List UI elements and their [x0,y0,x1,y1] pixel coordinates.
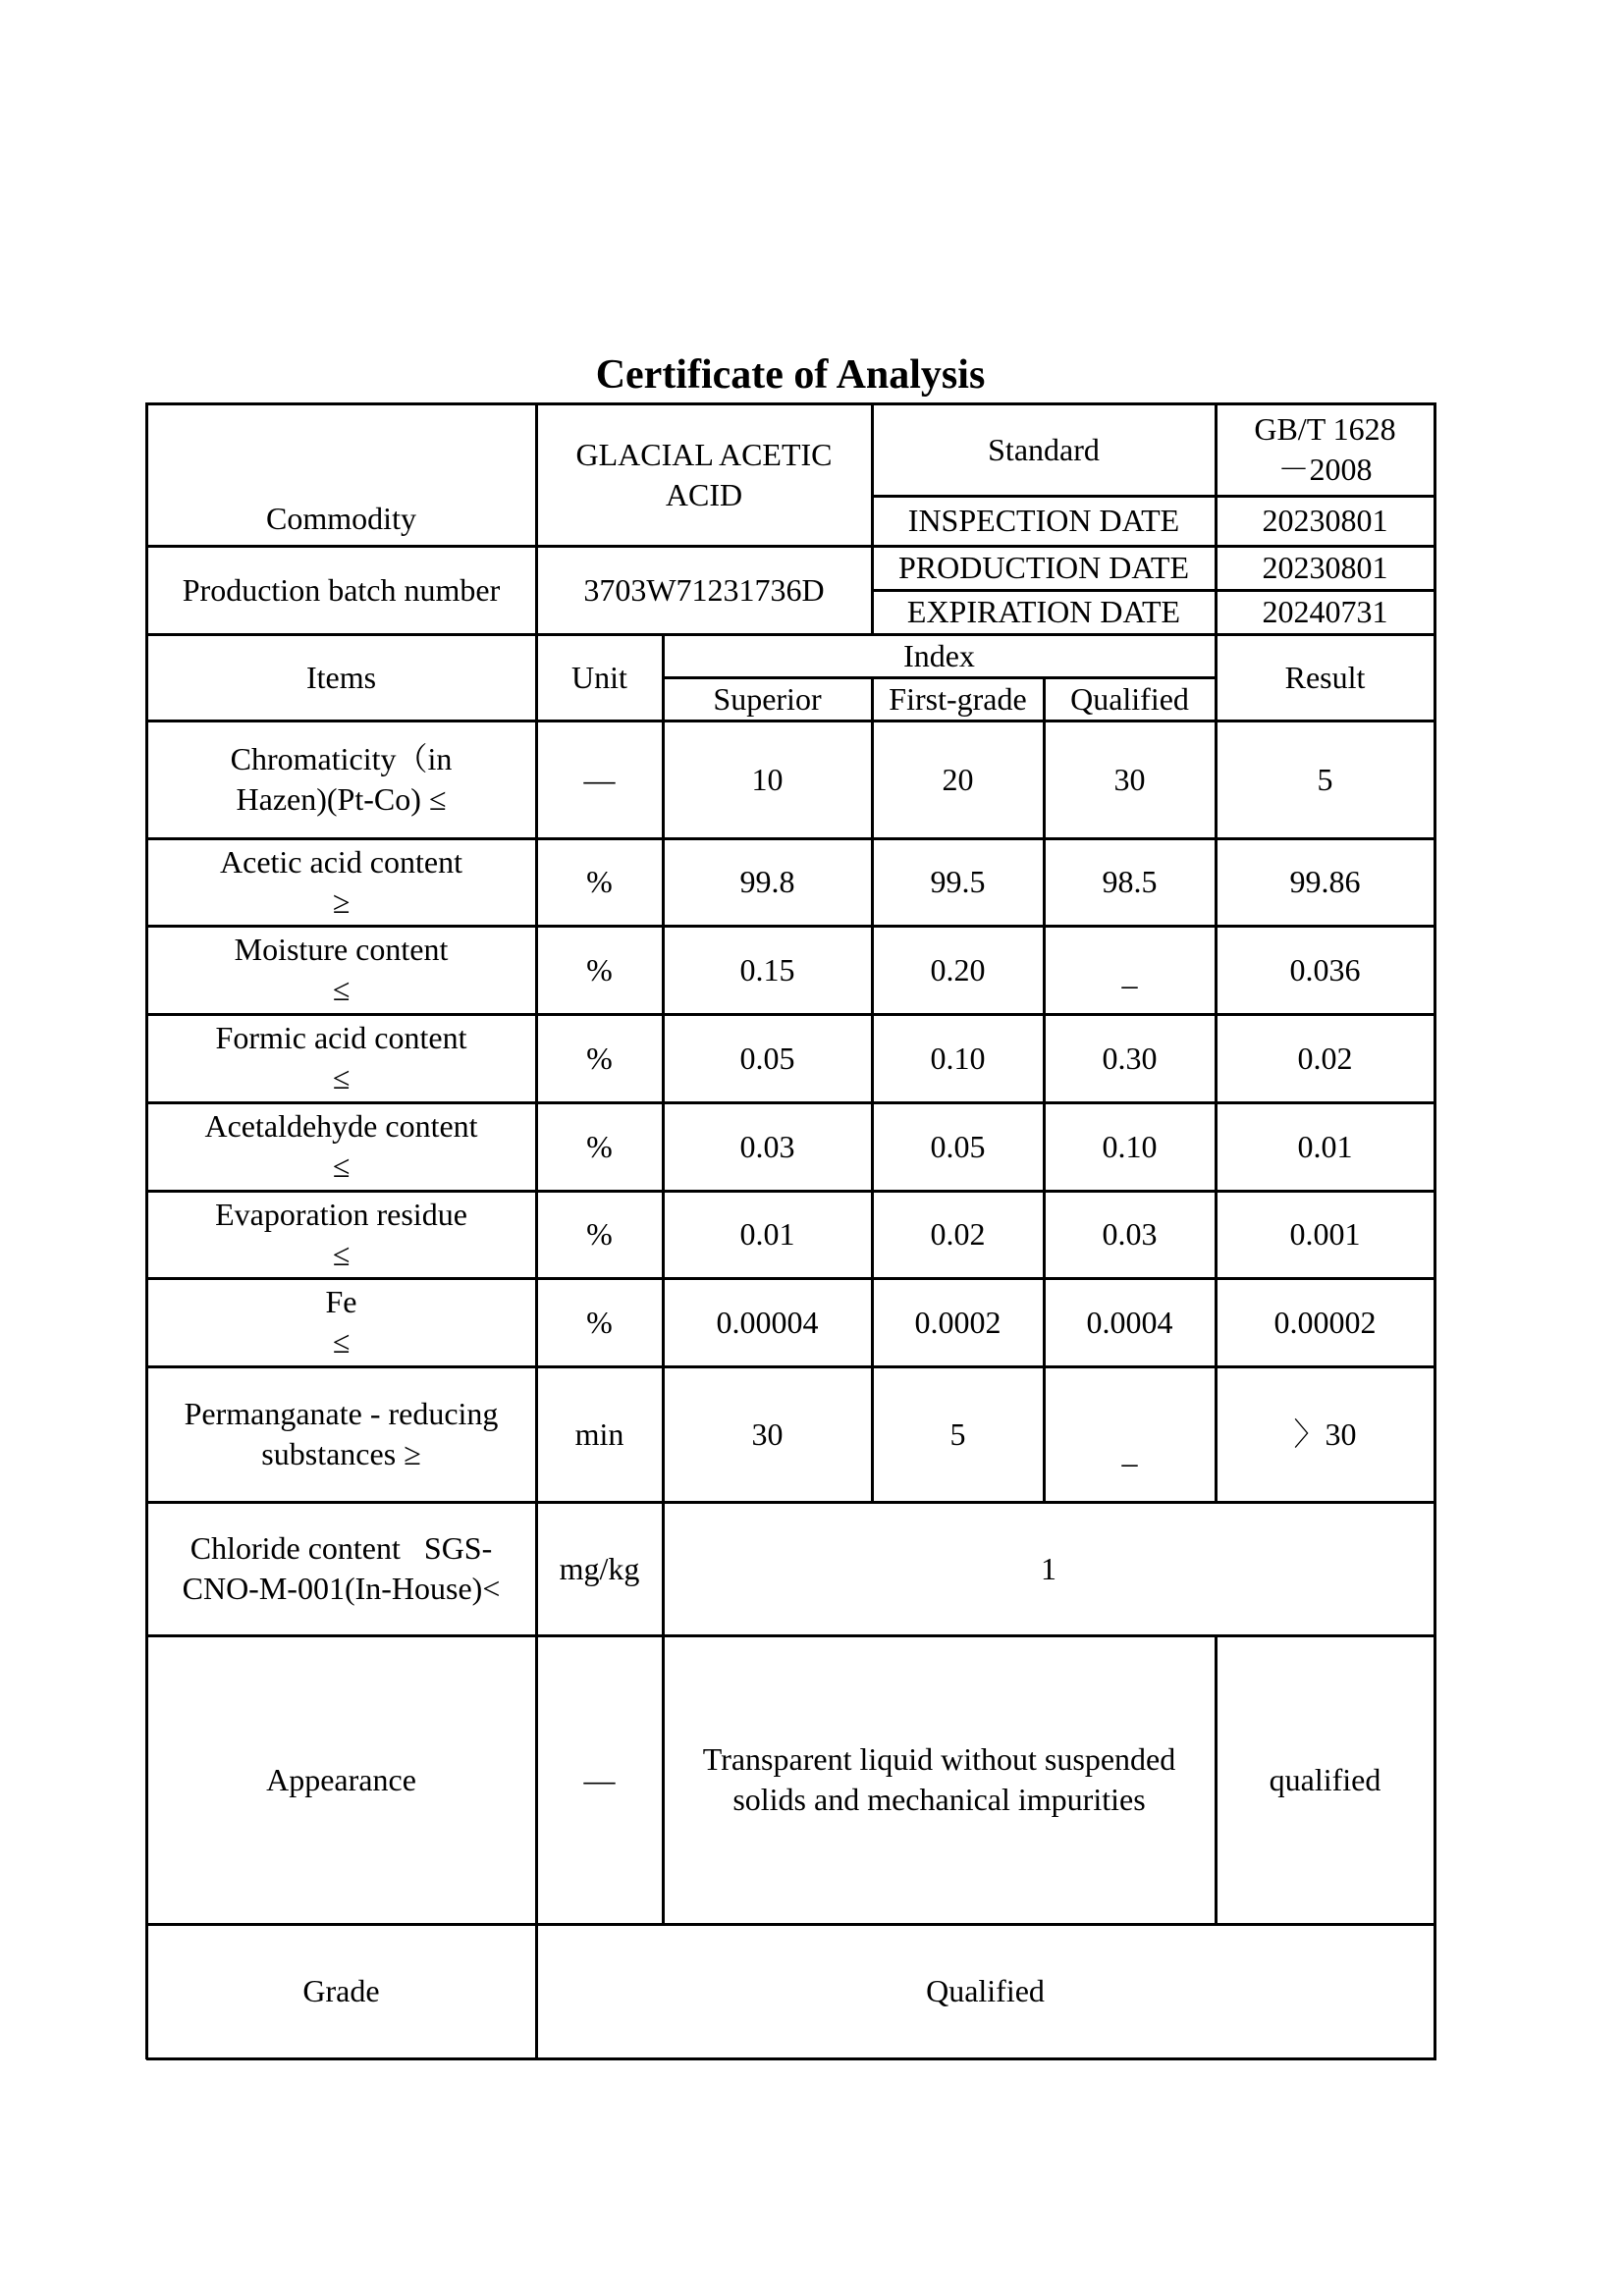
row-result: 0.01 [1297,1128,1353,1164]
row-item-comparator: ≥ [332,883,351,920]
grid-line-horizontal [663,676,1218,679]
row-item-name: Acetic acid content [220,843,462,880]
row-first-grade: 20 [942,761,974,797]
appearance-item: Appearance [266,1761,416,1797]
grid-line-vertical [1215,633,1218,1503]
row-item-comparator: ≤ [332,972,351,1007]
row-item [146,721,536,838]
commodity-value: GLACIAL ACETIC ACID [575,436,833,512]
grid-line-horizontal [146,402,1436,405]
expiration-date-label: EXPIRATION DATE [906,594,1181,629]
chloride-item-line1: Chloride content SGS- [189,1530,493,1566]
appearance-index [663,1635,1216,1924]
col-header-unit: Unit [571,659,627,695]
row-unit: % [586,1128,613,1164]
row-qualified: 0.10 [1102,1128,1158,1164]
standard-label: Standard [988,431,1100,467]
grid-line-horizontal [146,1923,1436,1926]
row-qualified: _ [1121,956,1138,991]
page-title: Certificate of Analysis [595,352,986,398]
grid-line-horizontal [146,837,1436,840]
row-result: 〉30 [1293,1415,1357,1452]
col-header-first-grade: First-grade [889,680,1027,717]
row-qualified: 98.5 [1102,864,1158,899]
row-item [146,1278,536,1366]
production-date-label: PRODUCTION DATE [898,550,1189,585]
row-unit: % [586,864,613,899]
row-superior: 0.01 [739,1216,795,1252]
row-qualified: 0.0004 [1086,1304,1173,1340]
row-unit: % [586,951,613,988]
row-result: 0.036 [1289,951,1361,988]
row-qualified: 0.03 [1102,1216,1158,1252]
grid-line-horizontal [146,1277,1436,1280]
grid-line-horizontal [146,1101,1436,1104]
row-item-comparator: ≤ [332,1324,351,1360]
row-item [146,1102,536,1191]
row-item-name: Formic acid content [215,1020,467,1055]
row-item-name: Evaporation residue [215,1196,467,1232]
row-item-comparator: substances ≥ [261,1436,421,1471]
row-result: 0.00002 [1273,1304,1377,1340]
production-date-value: 20230801 [1262,550,1388,585]
row-superior: 0.00004 [716,1304,819,1340]
grid-line-horizontal [146,1013,1436,1016]
row-item-comparator: Hazen)(Pt-Co) ≤ [236,781,447,817]
grid-line-horizontal [146,1634,1436,1637]
row-item-comparator: ≤ [332,1236,351,1272]
inspection-date-label: INSPECTION DATE [907,503,1180,538]
standard-code: GB/T 1628－2008 [1254,411,1396,487]
row-item [146,838,536,926]
row-result: 0.02 [1297,1040,1353,1076]
commodity-label: Commodity [266,501,416,536]
grid-line-vertical [871,402,874,635]
row-first-grade: 0.10 [930,1040,986,1076]
grid-line-vertical [662,633,665,1925]
row-first-grade: 0.02 [930,1216,986,1252]
row-item-name: Acetaldehyde content [204,1108,478,1144]
row-superior: 30 [751,1415,784,1452]
row-unit: min [574,1415,624,1452]
col-header-items: Items [305,659,377,695]
row-superior: 0.03 [739,1128,795,1164]
chloride-item-line2: CNO-M-001(In-House)< [182,1571,501,1606]
expiration-date-value: 20240731 [1262,594,1388,629]
row-item [146,1191,536,1278]
row-unit: % [586,1304,613,1340]
inspection-date-value: 20230801 [1262,503,1388,538]
grid-line-horizontal [146,545,1436,548]
row-qualified: 0.30 [1102,1040,1158,1076]
row-qualified: _ [1121,1434,1138,1469]
row-item-comparator: ≤ [332,1148,351,1184]
grid-line-horizontal [146,925,1436,928]
chloride-item [146,1502,536,1635]
grade-value: Qualified [926,1973,1045,2008]
grid-line-horizontal [146,1501,1436,1504]
row-superior: 10 [751,761,784,797]
row-superior: 0.15 [739,951,795,988]
appearance-unit: — [583,1761,616,1797]
row-item [146,1366,536,1502]
row-first-grade: 5 [949,1415,966,1452]
row-superior: 0.05 [739,1040,795,1076]
grid-line-horizontal [872,495,1436,498]
standard-value [1216,403,1435,496]
grid-line-vertical [1215,402,1218,635]
row-item [146,926,536,1014]
col-header-qualified: Qualified [1070,680,1189,717]
row-unit: % [586,1216,613,1252]
grid-line-horizontal [146,1190,1436,1193]
appearance-result: qualified [1269,1761,1381,1797]
appearance-index-line2: solids and mechanical impurities [732,1782,1146,1817]
grid-line-vertical [1215,1634,1218,1925]
appearance-index-line1: Transparent liquid without suspended [702,1741,1176,1777]
row-result: 99.86 [1289,864,1361,899]
grid-line-vertical [535,402,538,2059]
col-header-result: Result [1284,659,1366,695]
grid-line-horizontal [146,720,1436,722]
chloride-unit: mg/kg [559,1550,640,1586]
row-unit: % [586,1040,613,1076]
row-superior: 99.8 [739,864,795,899]
row-first-grade: 99.5 [930,864,986,899]
col-header-superior: Superior [713,680,822,717]
grid-line-horizontal [146,1365,1436,1368]
grid-line-horizontal [146,2057,1436,2060]
row-first-grade: 0.20 [930,951,986,988]
row-item-name: Fe [325,1284,357,1319]
grid-line-horizontal [872,589,1436,592]
grid-line-vertical [1434,402,1436,2059]
chloride-value: 1 [1041,1550,1056,1586]
row-item [146,1014,536,1102]
col-header-index: Index [903,637,975,673]
row-item-name: Permanganate - reducing [184,1396,499,1431]
batch-label: Production batch number [182,571,501,608]
row-item-comparator: ≤ [332,1060,351,1095]
batch-value: 3703W71231736D [583,571,825,608]
grid-line-vertical [1043,676,1046,1503]
grid-line-vertical [871,676,874,1503]
row-first-grade: 0.05 [930,1128,986,1164]
row-qualified: 30 [1113,761,1146,797]
grid-line-vertical [145,402,148,2059]
row-item-name: Moisture content [234,932,449,967]
grid-line-horizontal [146,633,1436,636]
row-result: 0.001 [1289,1216,1361,1252]
row-result: 5 [1317,761,1333,797]
row-item-name: Chromaticity（in [230,741,453,776]
row-first-grade: 0.0002 [914,1304,1001,1340]
grade-label: Grade [302,1973,380,2008]
row-unit: — [583,761,616,797]
